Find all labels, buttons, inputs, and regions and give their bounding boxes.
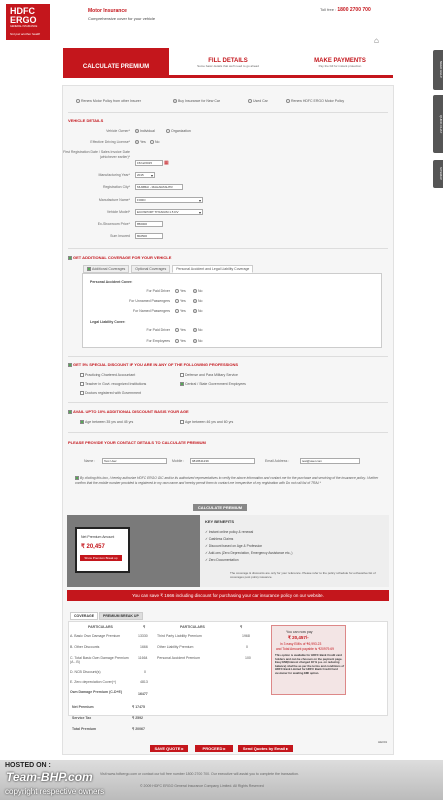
side-tab-sitemap[interactable]: SITEMAP: [433, 160, 443, 188]
offer-line: In 3 easy EMIs of ₹6,993.23: [280, 642, 322, 646]
owner-label: Vehicle Owner*: [106, 129, 130, 133]
registration-date-input[interactable]: 15/12/2015: [135, 160, 163, 166]
license-yes-radio[interactable]: Yes: [135, 140, 146, 144]
consent-text[interactable]: By clicking this box, I hereby authorize HDFC ERGO GIC and/or its authorized representatives to verify the above information and contact me for the purchase and servicing of the insurance policy. I further confirm that the mobile number provided is registered in my own name and hereby permit them to contact me irrespective of my registration with Do not call list of TRAI.*: [75, 476, 379, 485]
net-premium-label: Net Premium: [72, 705, 94, 709]
row-value: 4813: [140, 680, 148, 684]
divider: [68, 402, 388, 403]
make-select[interactable]: FORD ▾: [135, 197, 203, 203]
vehicle-details-heading: VEHICLE DETAILS: [68, 118, 104, 123]
mobile-input[interactable]: 9819541239: [190, 458, 255, 464]
professions-checkbox[interactable]: [68, 363, 72, 367]
owner-organization-radio[interactable]: Organization: [166, 129, 191, 133]
calendar-icon[interactable]: ▦: [164, 160, 169, 166]
side-tab-quick-chat[interactable]: QUICK CHAT: [433, 95, 443, 153]
policy-option-renew-other[interactable]: Renew Motor Policy from other Insurer: [76, 99, 141, 103]
ex-showroom-input[interactable]: 850000: [135, 221, 163, 227]
divider: [68, 356, 388, 357]
pa-paid-driver-yes[interactable]: Yes: [175, 289, 186, 293]
net-premium-value: ₹ 17475: [132, 705, 145, 709]
watermark-area: [0, 760, 443, 800]
benefits-list: [205, 529, 292, 564]
owner-individual-radio[interactable]: Individual: [135, 129, 155, 133]
total-premium-label: Total Premium: [72, 727, 97, 731]
divider: [68, 112, 388, 113]
profession-govt-employee[interactable]: Central / State Government Employees: [180, 382, 246, 386]
row-label: Third Party Liability Premium: [157, 634, 202, 638]
profession-ca[interactable]: Practicing Chartered Accountant: [80, 373, 135, 377]
net-premium-label: Net Premium Amount: [81, 535, 115, 539]
send-quotes-email-button[interactable]: Send Quotes by Email ▸: [238, 745, 293, 752]
logo-text: HDFC ERGO: [10, 6, 37, 25]
home-icon[interactable]: ⌂: [374, 36, 379, 45]
row-label: D. NCB Discount(s): [70, 670, 101, 674]
logo-tag: GENERAL INSURANCE: [10, 25, 38, 28]
profession-teacher[interactable]: Teacher in Govt. recognized Institutions: [80, 382, 146, 386]
calculate-premium-button[interactable]: CALCULATE PREMIUM: [193, 504, 247, 511]
premium-box: [75, 527, 130, 573]
page-title: Motor Insurance: [88, 8, 127, 14]
step-underline: [63, 75, 393, 78]
ll-paid-driver-yes[interactable]: Yes: [175, 328, 186, 332]
coverage-checkbox[interactable]: [68, 256, 72, 260]
offer-line2: and Total Amount payable is ₹20979.69: [276, 647, 334, 651]
age-46-60[interactable]: Age between 46 yrs and 60 yrs: [180, 420, 233, 424]
col-particulars-left: PARTICULARS: [88, 625, 113, 629]
row-value: 1968: [242, 634, 250, 638]
breakup-tabs: [70, 612, 143, 620]
benefit-item: ✓ Cashless Claims: [205, 537, 234, 541]
hdfc-ergo-logo[interactable]: [6, 4, 50, 40]
ll-paid-driver-no[interactable]: No: [193, 328, 202, 332]
pa-named-label: For Named Passengers: [133, 309, 170, 313]
reg-city-label: Registration City*: [102, 185, 130, 189]
key-benefits-area: [200, 515, 389, 587]
license-label: Effective Driving License*: [90, 140, 130, 144]
pa-named-yes[interactable]: Yes: [175, 309, 186, 313]
row-value: 0: [144, 670, 146, 674]
pa-cover-title: Personal Accident Cover:: [90, 280, 133, 284]
step-fill-details[interactable]: FILL DETAILS Some basic details that we'll need to go ahead: [197, 58, 259, 68]
pa-unnamed-yes[interactable]: Yes: [175, 299, 186, 303]
row-value: 11664: [138, 656, 148, 660]
mobile-label: Mobile :: [172, 459, 185, 463]
policy-option-renew-hdfc[interactable]: Renew HDFC ERGO Motor Policy: [286, 99, 344, 103]
ll-paid-driver-label: For Paid Driver: [146, 328, 170, 332]
page-subtitle: Comprehensive cover for your vehicle: [88, 16, 156, 21]
benefit-item: ✓ Add-ons (Zero Depreciation, Emergency Assistance etc.,): [205, 551, 293, 555]
row-label: C. Total Basic Own Damage Premium (A - B): [70, 656, 129, 664]
professions-heading: GET 5% SPECIAL DISCOUNT IF YOU ARE IN ANY OF THE FOLLOWING PROFESSIONS: [68, 362, 238, 367]
logo-slogan: Not just another health: [10, 32, 41, 36]
email-input[interactable]: test@user.com: [300, 458, 360, 464]
pa-unnamed-label: For Unnamed Passengers: [129, 299, 170, 303]
policy-option-new-car[interactable]: Buy Insurance for New Car: [173, 99, 220, 103]
name-label: Name :: [84, 459, 96, 463]
coverage-heading: GET ADDITIONAL COVERAGE FOR YOUR VEHICLE: [68, 255, 171, 260]
row-value: 0: [246, 645, 248, 649]
step-tabs: [63, 48, 393, 76]
age-35-45[interactable]: Age between 35 yrs and 45 yrs: [80, 420, 133, 424]
pa-paid-driver-no[interactable]: No: [193, 289, 202, 293]
footer-line1: Visit www.hdfcergo.com or contact our toll free number 1800 2700 700. Our executive will assist you to complete the transaction.: [100, 772, 299, 776]
tab-premium-breakup[interactable]: PREMIUM BREAK UP: [99, 612, 143, 620]
save-quote-button[interactable]: SAVE QUOTE ▸: [150, 745, 188, 752]
benefits-note: The coverage & discounts are only for your reference. Please refer to the policy schedule for exhaustive list of coverages post policy issuance.: [230, 571, 376, 579]
model-select[interactable]: ECOSPORT TITANIUM 1.5 DV ▾: [135, 209, 203, 215]
ll-employees-yes[interactable]: Yes: [175, 339, 186, 343]
row-label: Own Damage Premium (C-D+E): [70, 690, 123, 694]
name-input[interactable]: Test User: [102, 458, 167, 464]
col-amt-left: ₹: [143, 625, 146, 629]
service-tax-label: Service Tax: [72, 716, 92, 720]
email-label: Email Address :: [265, 459, 290, 463]
savings-banner: You can save ₹ 1666 including discount for purchasing your car insurance policy on our website.: [67, 590, 389, 601]
row-label: Other Liability Premium: [157, 645, 194, 649]
make-label: Manufacture Name*: [98, 198, 130, 202]
tab-additional-coverages[interactable]: Additional Coverages: [83, 265, 129, 273]
tab-pa-ll-coverage[interactable]: Personal Accident and Legal Liability Coverage: [172, 265, 253, 273]
mfg-year-label: Manufacturing Year*: [98, 173, 130, 177]
profession-defense[interactable]: Defense and Para Military Service: [180, 373, 238, 377]
reg-city-input[interactable]: MUMBAI - MAHARASHTR: [135, 184, 183, 190]
age-heading: AVAIL UPTO 10% ADDITIONAL DISCOUNT BASIS YOUR AGE: [68, 409, 189, 414]
benefit-item: ✓ Discount based on Age & Profession: [205, 544, 263, 548]
offer-note: This option is available for HDFC Bank Credit card holders and can be choosen on the payment page. Easy EMI(Interest charged 18 % p.a. on reducing balance) shall be as per the terms and conditions of HDFC Bank Limited for HDFC Bank Credit Card customer for availing EMI option.: [275, 653, 345, 675]
key-benefits-title: KEY BENEFITS: [205, 519, 235, 524]
model-label: Vehicle Model*: [106, 210, 130, 214]
service-tax-value: ₹ 2592: [132, 716, 143, 720]
row-value: 1666: [140, 645, 148, 649]
row-value: 16477: [138, 692, 148, 696]
show-breakup-button[interactable]: Show Premium Break up: [80, 555, 122, 561]
row-label: Personal Accident Premium: [157, 656, 200, 660]
sum-insured-label: Sum Insured: [110, 234, 130, 238]
step-make-payments[interactable]: MAKE PAYMENTS Pay the bill for instant protection: [314, 58, 366, 68]
pa-named-no[interactable]: No: [193, 309, 202, 313]
tollfree: Toll free : 1800 2700 700: [320, 7, 371, 13]
row-label: B. Other Discounts: [70, 645, 100, 649]
proceed-button[interactable]: PROCEED ▸: [195, 745, 233, 752]
row-label: E. Zero depreciation Cover(+): [70, 680, 117, 684]
version-code: HE001: [378, 740, 388, 744]
divider: [68, 248, 388, 249]
row-value: 100: [245, 656, 251, 660]
footer-line2: © 2009 HDFC ERGO General Insurance Company Limited. All Rights Reserved: [140, 784, 264, 788]
policy-option-used-car[interactable]: Used Car: [248, 99, 268, 103]
divider: [68, 432, 388, 433]
tab-coverage[interactable]: COVERAGE: [70, 612, 98, 620]
emi-offer-box: [271, 625, 346, 695]
sum-insured-input[interactable]: 802500: [135, 233, 163, 239]
col-particulars-right: PARTICULARS: [180, 625, 205, 629]
contact-heading: PLEASE PROVIDE YOUR CONTACT DETAILS TO CALCULATE PREMIUM: [68, 440, 206, 445]
col-amt-right: ₹: [240, 625, 243, 629]
row-label: A. Basic Own Damage Premium: [70, 634, 121, 638]
age-checkbox[interactable]: [68, 410, 72, 414]
ll-cover-title: Legal Liability Cover:: [90, 320, 126, 324]
license-no-radio[interactable]: No: [150, 140, 159, 144]
benefit-item: ✓ Zero Documentation: [205, 558, 239, 562]
mfg-year-select[interactable]: 2015 ▾: [135, 172, 155, 178]
ll-employees-no[interactable]: No: [193, 339, 202, 343]
registration-date-label: First Registration Date / Sales Invoice Date (whichever earlier)*: [63, 150, 130, 159]
step-calculate-premium[interactable]: CALCULATE PREMIUM: [63, 48, 169, 76]
ex-showroom-label: Ex-Showroom Price*: [97, 222, 130, 226]
pa-paid-driver-label: For Paid Driver: [146, 289, 170, 293]
offer-amount: ₹ 20,457/-: [288, 635, 309, 640]
tab-optional-coverages[interactable]: Optional Coverages: [131, 265, 170, 273]
watermark-hosted: HOSTED ON :: [5, 762, 51, 769]
watermark-copyright: copyright respective owners: [5, 787, 105, 796]
ll-employees-label: For Employees: [146, 339, 170, 343]
row-value: 13330: [138, 634, 148, 638]
pa-unnamed-no[interactable]: No: [193, 299, 202, 303]
coverage-tabs: [83, 265, 254, 273]
offer-title: You can now pay: [286, 630, 313, 634]
profession-doctor[interactable]: Doctors registered with Government: [80, 391, 141, 395]
benefit-item: ✓ Instant online policy & renewal: [205, 530, 254, 534]
total-premium-value: ₹ 20067: [132, 727, 145, 731]
watermark-brand: Team-BHP.com: [6, 770, 93, 784]
net-premium-amount: ₹ 20,457: [81, 544, 105, 550]
side-tab-need-help[interactable]: NEED HELP: [433, 50, 443, 90]
